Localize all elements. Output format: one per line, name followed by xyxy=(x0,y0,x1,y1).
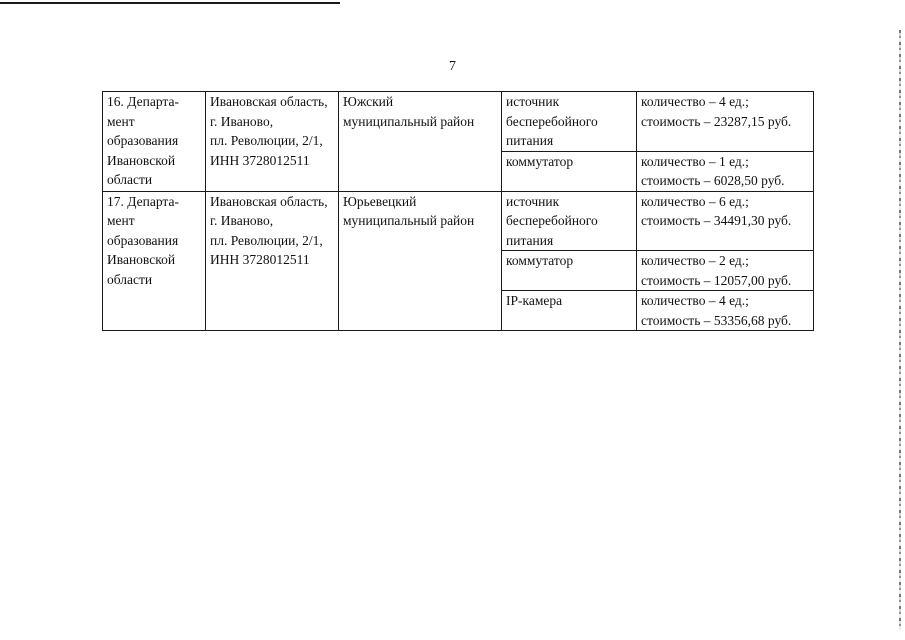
org-line: 17. Департа- xyxy=(107,193,179,209)
cost-line: стоимость – 6028,50 руб. xyxy=(641,173,785,188)
org-line: образования xyxy=(107,133,179,148)
org-line: области xyxy=(107,271,153,287)
address-line: пл. Революции, 2/1, xyxy=(210,133,323,148)
district-line: муниципальный район xyxy=(343,213,475,228)
address-line: пл. Революции, 2/1, xyxy=(210,232,323,248)
equipment-line: бесперебойного xyxy=(506,113,598,129)
equipment-line: источник xyxy=(506,193,560,209)
quantity-cell xyxy=(637,191,814,251)
equipment-line: IP-камера xyxy=(506,293,563,308)
equipment-cell xyxy=(502,92,637,152)
quantity-cell xyxy=(637,291,814,331)
org-cell xyxy=(103,92,206,192)
top-rule xyxy=(0,2,340,4)
org-line: образования xyxy=(107,232,179,248)
address-cell xyxy=(206,92,339,192)
cost-line: стоимость – 23287,15 руб. xyxy=(641,113,792,129)
district-line: Юрьевецкий xyxy=(343,193,417,209)
equipment-cell xyxy=(502,251,637,291)
quantity-line: количество – 4 ед.; xyxy=(641,293,749,308)
equipment-cell xyxy=(502,151,637,191)
equipment-line: коммутатор xyxy=(506,153,574,169)
page-number: 7 xyxy=(449,59,456,74)
equipment-line: питания xyxy=(506,133,554,148)
equipment-line: источник xyxy=(506,94,560,109)
quantity-cell xyxy=(637,92,814,152)
address-cell xyxy=(206,191,339,331)
cost-line: стоимость – 53356,68 руб. xyxy=(641,312,792,328)
district-cell xyxy=(339,92,502,192)
equipment-line: питания xyxy=(506,232,554,248)
quantity-line: количество – 4 ед.; xyxy=(641,94,749,109)
district-cell xyxy=(339,191,502,331)
equipment-table xyxy=(102,91,814,331)
org-line: 16. Департа- xyxy=(107,94,179,109)
scanned-page-edge xyxy=(899,30,901,630)
address-line: ИНН 3728012511 xyxy=(210,252,310,267)
table-row xyxy=(103,92,814,152)
org-line: мент xyxy=(107,213,135,228)
quantity-line: количество – 6 ед.; xyxy=(641,193,749,209)
address-line: Ивановская область, xyxy=(210,94,328,109)
table-row xyxy=(103,191,814,251)
org-line: области xyxy=(107,172,153,187)
equipment-line: бесперебойного xyxy=(506,213,598,228)
org-line: мент xyxy=(107,113,135,129)
quantity-line: количество – 1 ед.; xyxy=(641,153,749,169)
org-cell xyxy=(103,191,206,331)
org-line: Ивановской xyxy=(107,252,176,267)
equipment-line: коммутатор xyxy=(506,253,574,268)
district-line: Южский xyxy=(343,94,394,109)
quantity-cell xyxy=(637,151,814,191)
address-line: Ивановская область, xyxy=(210,193,328,209)
org-line: Ивановской xyxy=(107,152,176,168)
quantity-line: количество – 2 ед.; xyxy=(641,253,749,268)
quantity-cell xyxy=(637,251,814,291)
district-line: муниципальный район xyxy=(343,113,475,129)
equipment-cell xyxy=(502,191,637,251)
cost-line: стоимость – 12057,00 руб. xyxy=(641,272,792,288)
address-line: г. Иваново, xyxy=(210,213,274,228)
equipment-cell xyxy=(502,291,637,331)
cost-line: стоимость – 34491,30 руб. xyxy=(641,213,792,228)
address-line: ИНН 3728012511 xyxy=(210,152,310,168)
address-line: г. Иваново, xyxy=(210,113,274,129)
